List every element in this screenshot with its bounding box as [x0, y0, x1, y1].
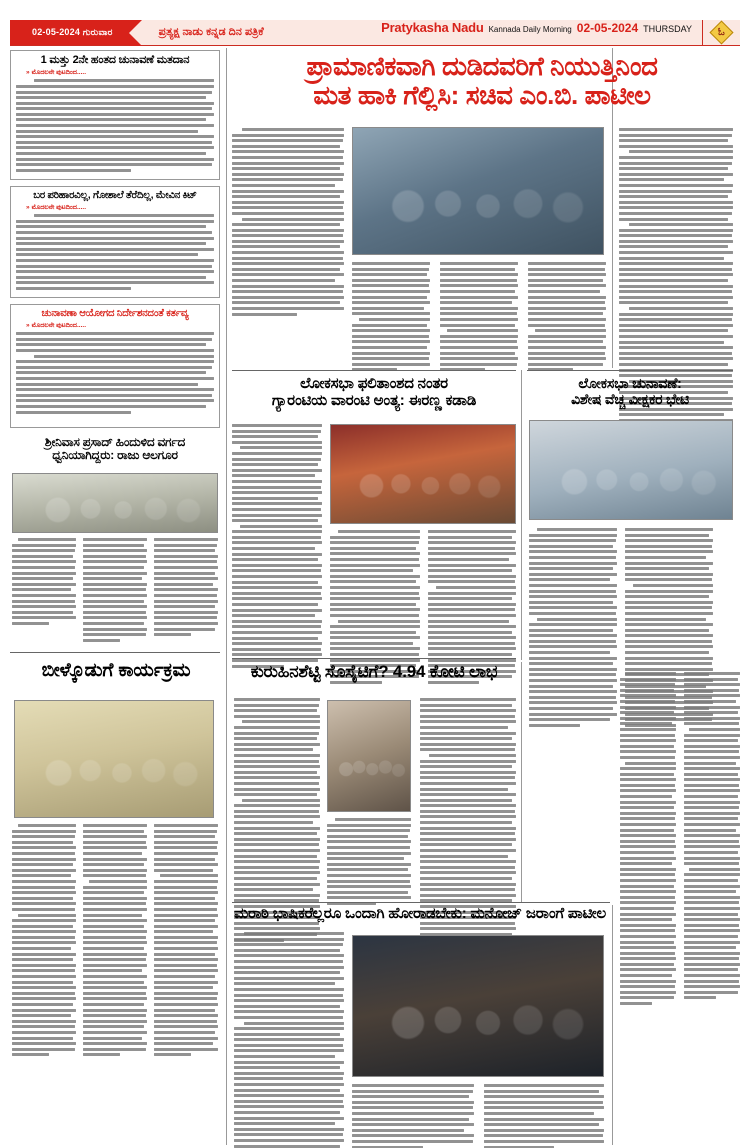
story-observer-headline-line1: ಲೋಕಸಭಾ ಚುನಾವಣೆ:: [578, 375, 682, 391]
masthead-spacer: [264, 20, 381, 45]
story-marathi-headline: ಮರಾಠಿ ಭಾಷಿಕರೆಲ್ಲರೂ ಒಂದಾಗಿ ಹೋರಾಡಬೇಕು: ಮನೋಜ್ ಜರಾಂಗೆ ಪಾಟೀಲ: [233, 905, 607, 922]
masthead-kannada-title: ಪ್ರತ್ಯಕ್ಷ ನಾಡು ಕನ್ನಡ ದಿನ ಪತ್ರಿಕೆ: [158, 26, 264, 38]
om-glyph: ಓ: [718, 26, 725, 38]
story-election-phases-headline: 1 ಮತ್ತು 2ನೇ ಹಂತದ ಚುನಾವಣೆ ಮತದಾನ: [40, 54, 190, 66]
column-rule-6: [226, 905, 227, 1145]
masthead-date: 02-05-2024: [576, 21, 639, 35]
masthead: [10, 20, 740, 46]
right-tail-col2: [684, 672, 740, 1002]
masthead-tagline: Kannada Daily Morning: [488, 25, 572, 34]
masthead-brand: Pratykasha Nadu: [381, 20, 484, 35]
right-section-rule: [527, 370, 733, 371]
lead-text-col-3: [440, 262, 518, 374]
story-srinivas-prasad-headline-line2: ಧ್ವನಿಯಾಗಿದ್ದರು: ರಾಜು ಆಲಗೂರ: [52, 448, 178, 463]
bottom-section-rule: [232, 902, 610, 903]
story-srinivas-prasad-headline-line1: ಶ್ರೀನಿವಾಸ ಪ್ರಸಾದ್ ಹಿಂದುಳಿದ ವರ್ಗದ: [44, 435, 186, 449]
story-marathi-col1: [234, 932, 344, 1148]
story-drought-relief: [10, 186, 220, 298]
society-section-rule: [232, 658, 516, 659]
observers-meeting-hall-photo: [529, 420, 733, 520]
story-expenditure-observer: [527, 376, 733, 407]
right-tail-col1: [620, 672, 676, 1008]
kadadi-rally-photo: [330, 424, 516, 524]
story-drought-relief-kicker: » ಮೊದಲನೇ ಪುಟದಿಂದ.....: [26, 204, 214, 212]
story-guarantee-headline-line1: ಲೋಕಸಭಾ ಫಲಿತಾಂಶದ ನಂತರ: [300, 375, 448, 392]
lead-text-col-1: [232, 128, 344, 318]
story-election-phases-kicker: » ಮೊದಲನೇ ಪುಟದಿಂದ.....: [26, 69, 214, 77]
lead-headline-line2: ಮತ ಹಾಕಿ ಗೆಲ್ಲಿಸಿ: ಸಚಿವ ಎಂ.ಬಿ. ಪಾಟೀಲ: [313, 80, 651, 111]
story-election-commission-duty-kicker: » ಮೊದಲನೇ ಪುಟದಿಂದ.....: [26, 322, 214, 330]
story-srinivas-prasad-col1: [12, 538, 76, 628]
srinivas-prasad-condolence-photo: [12, 473, 218, 533]
story-election-commission-duty: [10, 304, 220, 428]
column-rule-5: [612, 905, 613, 1145]
left-section-rule: [10, 652, 220, 653]
lead-headline-line1: ಪ್ರಾಮಾಣಿಕವಾಗಿ ದುಡಿದವರಿಗೆ ನಿಯುತ್ತಿನಿಂದ: [306, 51, 658, 81]
story-kuruhinashetty-society: [228, 662, 520, 681]
masthead-logo-box: [702, 20, 740, 45]
story-marathi-speakers: [228, 906, 612, 923]
society-president-portrait: [327, 700, 411, 812]
lead-meeting-photo: [352, 127, 604, 255]
column-rule-2: [521, 370, 522, 660]
lead-text-col-4: [528, 262, 606, 374]
lead-story: [232, 52, 732, 110]
column-rule-3: [521, 662, 522, 902]
masthead-weekday: THURSDAY: [643, 24, 692, 34]
story-election-commission-duty-body: [16, 332, 214, 416]
story-marathi-col3: [484, 1084, 604, 1148]
story-election-phases: [10, 50, 220, 180]
story-marathi-col2: [352, 1084, 474, 1148]
story-srinivas-prasad-col3: [154, 538, 218, 639]
story-guarantee-headline-line2: ಗ್ಯಾರಂಟಿಯ ವಾರಂಟಿ ಅಂತ್ಯ: ಈರಣ್ಣ ಕಡಾಡಿ: [271, 391, 477, 409]
story-observer-col1: [529, 528, 617, 729]
lead-text-col-right: [619, 128, 733, 464]
story-drought-relief-headline: ಬರ ಪರಿಹಾರವಿಲ್ಲ, ಗೋಶಾಲೆ ತೆರೆದಿಲ್ಲ, ಮೇವಿನ ಕಿಟ್: [33, 190, 197, 201]
story-srinivas-prasad-col2: [83, 538, 147, 644]
story-farewell-programme-headline: ಬೀಳ್ಕೊಡುಗೆ ಕಾರ್ಯಕ್ರಮ: [41, 660, 191, 681]
jarange-patil-shivaji-statue-photo: [352, 935, 604, 1077]
story-srinivas-prasad: [10, 436, 220, 463]
column-rule-1: [226, 48, 227, 943]
story-election-commission-duty-headline: ಚುನಾವಣಾ ಆಯೋಗದ ನಿರ್ದೇಶನದಂತೆ ಕರ್ತವ್ಯ: [41, 308, 189, 319]
story-guarantee-col1: [232, 424, 322, 670]
story-election-phases-body: [16, 79, 214, 174]
farewell-group-photo: [14, 700, 214, 818]
story-observer-headline-line2: ವಿಶೇಷ ವೆಚ್ಚ ವೀಕ್ಷಕರ ಭೇಟಿ: [571, 390, 689, 407]
om-diamond-logo: [709, 20, 733, 44]
story-farewell-programme: [10, 660, 222, 681]
story-drought-relief-body: [16, 214, 214, 292]
story-society-col2: [327, 818, 411, 908]
story-farewell-col3: [154, 824, 218, 1059]
mid-section-rule: [232, 370, 516, 371]
lead-text-col-2: [352, 262, 430, 374]
story-guarantee-warranty: [232, 376, 516, 410]
masthead-date-flag: 02-05-2024 ಗುರುವಾರ: [10, 20, 129, 45]
story-farewell-col2: [83, 824, 147, 1059]
story-farewell-col1: [12, 824, 76, 1059]
story-society-headline: ಕುರುಹಿನಶೆಟ್ಟಿ ಸೊಸೈಟಿಗೆ? 4.94 ಕೋಟಿ ಲಾಭ: [250, 662, 498, 681]
masthead-english-block: [381, 20, 702, 45]
